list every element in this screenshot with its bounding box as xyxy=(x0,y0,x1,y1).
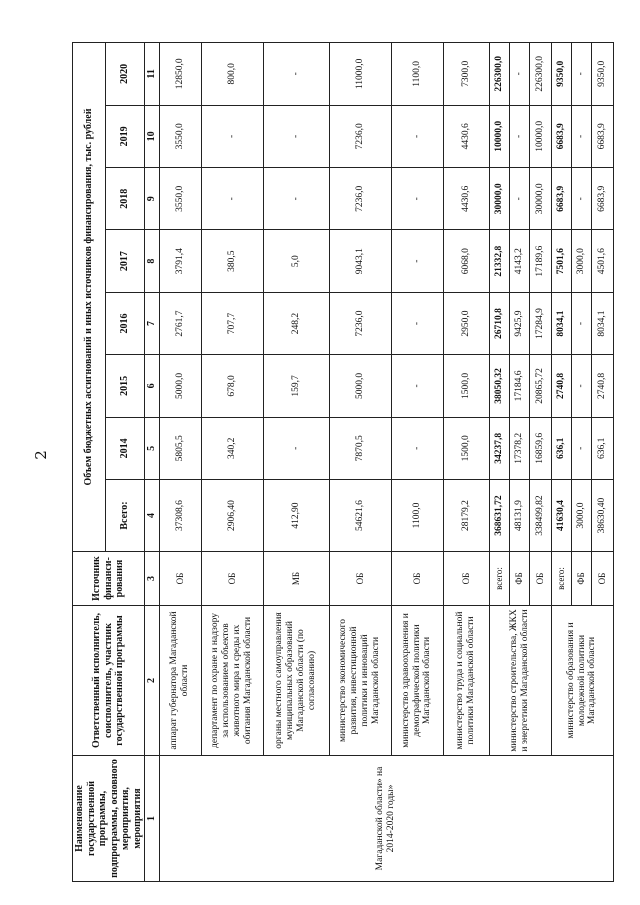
index-cell: 5 xyxy=(145,417,160,479)
total-value-cell: 412,90 xyxy=(263,480,329,552)
year-value-cell: 5000,0 xyxy=(159,355,201,417)
total-value-cell: 368631,72 xyxy=(489,480,509,552)
executor-cell: министерство образования и молодежной политики Магаданской области xyxy=(551,606,613,756)
index-cell: 7 xyxy=(145,292,160,354)
program-name-cell: Магаданской области» на 2014-2020 годы» xyxy=(159,756,613,882)
year-value-cell: 16859,6 xyxy=(529,417,551,479)
year-value-cell: - xyxy=(391,230,443,292)
year-value-cell: 38050,32 xyxy=(489,355,509,417)
header-program-name: Наименование государственной программы, подпрограммы, основного мероприятия, мероприятия xyxy=(73,756,145,882)
year-value-cell: - xyxy=(571,105,591,167)
year-value-cell: 2950,0 xyxy=(443,292,489,354)
total-value-cell: 3000,0 xyxy=(571,480,591,552)
year-value-cell: 30000,0 xyxy=(489,168,509,230)
year-value-cell: 17284,9 xyxy=(529,292,551,354)
year-value-cell: - xyxy=(263,105,329,167)
total-value-cell: 41630,4 xyxy=(551,480,571,552)
funding-source-cell: ОБ xyxy=(159,552,201,606)
year-value-cell: 10000,0 xyxy=(529,105,551,167)
index-cell: 10 xyxy=(145,105,160,167)
header-funding-group: Объем бюджетных ассигнований и иных источников финансирования, тыс. рублей xyxy=(73,43,106,552)
year-value-cell: 12850,0 xyxy=(159,43,201,106)
total-value-cell: 338499,82 xyxy=(529,480,551,552)
year-value-cell: 5,0 xyxy=(263,230,329,292)
year-value-cell: 6683,9 xyxy=(551,168,571,230)
total-value-cell: 2906,40 xyxy=(201,480,263,552)
funding-source-cell: ОБ xyxy=(591,552,613,606)
index-row xyxy=(145,43,160,882)
executor-cell: департамент по охране и надзору за использованием объектов животного мира и среды их обитания Магаданской области xyxy=(201,606,263,756)
funding-source-cell: ОБ xyxy=(391,552,443,606)
year-value-cell: 9425,9 xyxy=(509,292,529,354)
year-value-cell: - xyxy=(509,105,529,167)
table-body xyxy=(159,43,613,882)
total-value-cell: 54621,6 xyxy=(329,480,391,552)
year-value-cell: - xyxy=(391,292,443,354)
funding-table xyxy=(72,42,614,882)
header-year: 2014 xyxy=(105,417,144,479)
funding-source-cell: ФБ xyxy=(509,552,529,606)
total-value-cell: 28179,2 xyxy=(443,480,489,552)
year-value-cell: 159,7 xyxy=(263,355,329,417)
year-value-cell: 34237,8 xyxy=(489,417,509,479)
funding-source-cell: ОБ xyxy=(443,552,489,606)
year-value-cell: - xyxy=(571,417,591,479)
funding-source-cell: всего: xyxy=(551,552,571,606)
index-cell: 3 xyxy=(145,552,160,606)
year-value-cell: - xyxy=(263,417,329,479)
year-value-cell: 10000,0 xyxy=(489,105,509,167)
year-value-cell: 17189,6 xyxy=(529,230,551,292)
year-value-cell: 2740,8 xyxy=(591,355,613,417)
index-cell: 8 xyxy=(145,230,160,292)
year-value-cell: - xyxy=(391,168,443,230)
executor-cell: министерство строительства, ЖКХ и энергетики Магаданской области xyxy=(489,606,551,756)
funding-source-cell: всего: xyxy=(489,552,509,606)
year-value-cell: 1500,0 xyxy=(443,355,489,417)
year-value-cell: 2740,8 xyxy=(551,355,571,417)
executor-cell: министерство здравоохранения и демографической политики Магаданской области xyxy=(391,606,443,756)
year-value-cell: 9350,0 xyxy=(551,43,571,106)
year-value-cell: 6683,9 xyxy=(551,105,571,167)
year-value-cell: 6068,0 xyxy=(443,230,489,292)
year-value-cell: - xyxy=(571,43,591,106)
year-value-cell: 6683,9 xyxy=(591,168,613,230)
year-value-cell: - xyxy=(571,168,591,230)
year-value-cell: - xyxy=(201,105,263,167)
year-value-cell: 17378,2 xyxy=(509,417,529,479)
total-value-cell: 48131,9 xyxy=(509,480,529,552)
year-value-cell: 800,0 xyxy=(201,43,263,106)
year-value-cell: 4430,6 xyxy=(443,105,489,167)
header-year: 2017 xyxy=(105,230,144,292)
index-cell: 2 xyxy=(145,606,160,756)
index-cell: 4 xyxy=(145,480,160,552)
year-value-cell: 11000,0 xyxy=(329,43,391,106)
header-year: 2015 xyxy=(105,355,144,417)
year-value-cell: - xyxy=(263,168,329,230)
index-cell: 6 xyxy=(145,355,160,417)
year-value-cell: 7870,5 xyxy=(329,417,391,479)
year-value-cell: 6683,9 xyxy=(591,105,613,167)
year-value-cell: 636,1 xyxy=(551,417,571,479)
year-value-cell: 26710,8 xyxy=(489,292,509,354)
year-value-cell: 20865,72 xyxy=(529,355,551,417)
year-value-cell: 3000,0 xyxy=(571,230,591,292)
year-value-cell: 1500,0 xyxy=(443,417,489,479)
page-number: 2 xyxy=(31,450,50,460)
year-value-cell: 8034,1 xyxy=(591,292,613,354)
year-value-cell: 2761,7 xyxy=(159,292,201,354)
year-value-cell: - xyxy=(509,43,529,106)
year-value-cell: 4143,2 xyxy=(509,230,529,292)
header-year: 2018 xyxy=(105,168,144,230)
year-value-cell: - xyxy=(201,168,263,230)
year-value-cell: 226300,0 xyxy=(529,43,551,106)
rotated-table-container xyxy=(72,42,607,882)
year-value-cell: - xyxy=(391,355,443,417)
funding-source-cell: ОБ xyxy=(529,552,551,606)
year-value-cell: 9350,0 xyxy=(591,43,613,106)
year-value-cell: 226300,0 xyxy=(489,43,509,106)
year-value-cell: 4501,6 xyxy=(591,230,613,292)
year-value-cell: - xyxy=(571,355,591,417)
year-value-cell: 5000,0 xyxy=(329,355,391,417)
year-value-cell: - xyxy=(509,168,529,230)
year-value-cell: 30000,0 xyxy=(529,168,551,230)
year-value-cell: 7501,6 xyxy=(551,230,571,292)
header-year: 2020 xyxy=(105,43,144,106)
funding-source-cell: ОБ xyxy=(201,552,263,606)
total-value-cell: 38630,40 xyxy=(591,480,613,552)
year-value-cell: 3550,0 xyxy=(159,105,201,167)
year-value-cell: 8034,1 xyxy=(551,292,571,354)
funding-source-cell: ФБ xyxy=(571,552,591,606)
header-executor: Ответственный исполнитель, соисполнитель, участник государственной программы xyxy=(73,606,145,756)
year-value-cell: - xyxy=(391,105,443,167)
header-total: Всего: xyxy=(105,480,144,552)
year-value-cell: 21332,8 xyxy=(489,230,509,292)
year-value-cell: - xyxy=(391,417,443,479)
total-value-cell: 1100,0 xyxy=(391,480,443,552)
funding-source-cell: МБ xyxy=(263,552,329,606)
year-value-cell: 7236,0 xyxy=(329,292,391,354)
header-year: 2019 xyxy=(105,105,144,167)
year-value-cell: 5805,5 xyxy=(159,417,201,479)
year-value-cell: 636,1 xyxy=(591,417,613,479)
year-value-cell: 17184,6 xyxy=(509,355,529,417)
year-value-cell: 7300,0 xyxy=(443,43,489,106)
year-value-cell: 340,2 xyxy=(201,417,263,479)
year-value-cell: - xyxy=(571,292,591,354)
header-funding-source: Источник финанси-рования xyxy=(73,552,145,606)
year-value-cell: 678,0 xyxy=(201,355,263,417)
year-value-cell: 1100,0 xyxy=(391,43,443,106)
year-value-cell: - xyxy=(263,43,329,106)
executor-cell: органы местного самоуправления муниципальных образований Магаданской области (по согласованию) xyxy=(263,606,329,756)
table-row xyxy=(159,43,201,882)
total-value-cell: 37308,6 xyxy=(159,480,201,552)
year-value-cell: 707,7 xyxy=(201,292,263,354)
index-cell: 9 xyxy=(145,168,160,230)
year-value-cell: 9043,1 xyxy=(329,230,391,292)
executor-cell: аппарат губернатора Магаданской области xyxy=(159,606,201,756)
index-cell: 11 xyxy=(145,43,160,106)
index-cell: 1 xyxy=(145,756,160,882)
year-value-cell: 7236,0 xyxy=(329,105,391,167)
year-value-cell: 4430,6 xyxy=(443,168,489,230)
year-value-cell: 248,2 xyxy=(263,292,329,354)
year-value-cell: 3791,4 xyxy=(159,230,201,292)
executor-cell: министерство экономического развития, инвестиционной политики и инноваций Магаданской области xyxy=(329,606,391,756)
year-value-cell: 3550,0 xyxy=(159,168,201,230)
year-value-cell: 7236,0 xyxy=(329,168,391,230)
executor-cell: министерство труда и социальной политики Магаданской области xyxy=(443,606,489,756)
funding-source-cell: ОБ xyxy=(329,552,391,606)
header-year: 2016 xyxy=(105,292,144,354)
year-value-cell: 380,5 xyxy=(201,230,263,292)
